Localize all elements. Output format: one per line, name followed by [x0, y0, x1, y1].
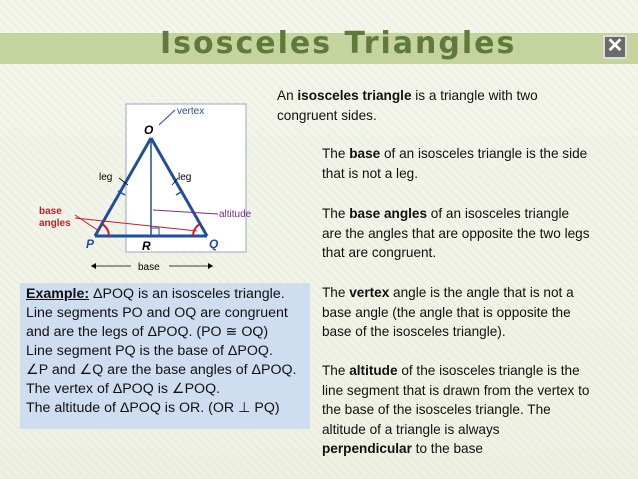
point-q-label: Q [209, 237, 219, 251]
def-prefix: The [322, 285, 350, 300]
altitude-definition [322, 361, 590, 459]
example-line: ∠P and ∠Q are the base angles of ΔPOQ. [26, 362, 297, 378]
leg-right-label: leg [178, 172, 192, 183]
page-title: Isosceles Triangles [160, 26, 517, 61]
base-angle-p-arc [102, 224, 109, 236]
altitude-label: altitude [219, 209, 252, 220]
def-term: altitude [349, 363, 398, 378]
def-term-2: perpendicular [322, 441, 412, 456]
def-term: base angles [349, 206, 428, 221]
base-arrow-right [208, 263, 213, 269]
point-o-label: O [144, 123, 154, 137]
def-rest: of an isosceles triangle are the angles that are opposite the two legs that are congruent. [322, 206, 590, 260]
example-heading-line [26, 285, 304, 304]
def-prefix: The [322, 146, 350, 161]
example-line: The vertex of ΔPOQ is ∠POQ. [26, 381, 221, 397]
intro-term: isosceles triangle [297, 88, 412, 103]
base-dim-label: base [138, 262, 160, 273]
def-prefix: The [322, 363, 350, 378]
point-r-label: R [142, 239, 151, 253]
def-rest-2: to the base [411, 441, 483, 456]
base-arrow-left [91, 263, 96, 269]
def-rest: of the isosceles triangle is the line segment that is drawn from the vertex to the base of the isosceles triangle. The altitude of a triangle is always [322, 363, 590, 437]
point-p-label: P [86, 237, 95, 251]
example-line: Line segments PO and OQ are congruent [26, 305, 288, 321]
example-line: The altitude of ΔPOQ is OR. (OR ⊥ PQ) [26, 400, 280, 416]
base-angles-label-2: angles [39, 218, 71, 229]
intro-paragraph [277, 86, 577, 125]
close-button[interactable]: ✕ [603, 35, 627, 59]
example-heading: Example: [26, 286, 90, 302]
leg-left-label: leg [99, 172, 113, 183]
def-term: vertex [349, 285, 390, 300]
base-angles-definition [322, 204, 590, 263]
base-definition [322, 144, 590, 183]
example-line: and are the legs of ΔPOQ. (PO ≅ OQ) [26, 324, 269, 340]
example-line: Line segment PQ is the base of ΔPOQ. [26, 343, 273, 359]
def-rest: angle is the angle that is not a base angle (the angle that is opposite the base of the isosceles triangle). [322, 285, 574, 339]
base-angles-label-1: base [39, 206, 62, 217]
triangle-diagram [35, 100, 275, 280]
def-rest: of an isosceles triangle is the side that is not a leg. [322, 146, 588, 181]
def-term: base [349, 146, 381, 161]
example-heading-rest: ΔPOQ is an isosceles triangle. [89, 286, 285, 302]
intro-prefix: An [277, 88, 298, 103]
vertex-label: vertex [177, 106, 205, 117]
base-angles-pointer-p [75, 215, 99, 231]
vertex-definition [322, 283, 590, 342]
intro-rest: is a triangle with two congruent sides. [277, 88, 538, 123]
example-box [20, 283, 310, 429]
def-prefix: The [322, 206, 350, 221]
